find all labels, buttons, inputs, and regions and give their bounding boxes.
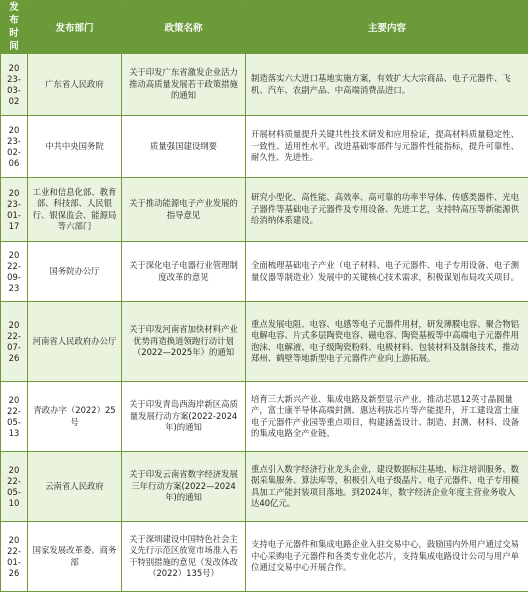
table-row [1, 54, 528, 116]
table-row [1, 522, 528, 592]
cell-dept: 工业和信息化部、教育部、科技部、人民银行、银保监会、能源局等六部门 [28, 178, 122, 242]
header-name: 政策名称 [122, 1, 246, 54]
cell-content: 制造落实六大进口基地实施方案，有效扩大大宗商品、电子元器件、飞机、汽车、农副产品、中高端消费品进口。 [246, 54, 528, 116]
cell-name: 关于印发云南省数字经济发展三年行动方案(2022—2024年)的通知 [122, 452, 246, 522]
cell-time: 2022-05-13 [1, 382, 28, 452]
cell-time: 2022-01-26 [1, 522, 28, 592]
table-row [1, 178, 528, 242]
cell-name: 关于印发河南省加快材料产业优势再造换道领跑行动计划（2022—2025年）的通知 [122, 302, 246, 382]
cell-time: 2022-07-26 [1, 302, 28, 382]
cell-name: 关于推动能源电子产业发展的指导意见 [122, 178, 246, 242]
cell-name: 关于印发广东省激发企业活力推动高质量发展若干政策措施的通知 [122, 54, 246, 116]
cell-dept: 中共中央国务院 [28, 116, 122, 178]
cell-content: 培育三大新兴产业、集成电路及新型显示产业。推动芯恩12英寸晶圆量产，富士康半导体高端封测、惠达利拔芯片等产能提升，开工建设富士康电子元器件产业园等重点项目，构建涵盖设计、制造、封测、材料、设备的集成电路全产业链。 [246, 382, 528, 452]
table-row [1, 302, 528, 382]
cell-dept: 河南省人民政府办公厅 [28, 302, 122, 382]
cell-dept: 国家发展改革委、商务部 [28, 522, 122, 592]
cell-content: 研究小型化、高性能、高效率、高可靠的功率半导体、传感类器件、光电子器件等基础电子元器件及专用设备、先进工艺，支持特高压等新能源供给消纳体系建设。 [246, 178, 528, 242]
cell-time: 2023-01-17 [1, 178, 28, 242]
header-time: 发布时间 [1, 1, 28, 54]
cell-name: 关于印发青岛西海岸新区高质量发展行动方案(2022-2024年)的通知 [122, 382, 246, 452]
cell-dept: 青政办字（2022）25号 [28, 382, 122, 452]
table-row [1, 116, 528, 178]
table-header-row [1, 1, 528, 54]
cell-content: 重点发展电阻、电容、电感等电子元器件用材，研发薄膜电容、聚合物铝电解电容、片式多层陶瓷电容、磁电容、陶瓷基板等中高端电子元器件用泡沫、电解液、电子级陶瓷粉料、电极材料、包装材料及制备技术，推动郑州、鹤壁等地新型电子元器件产业向上游拓展。 [246, 302, 528, 382]
header-content: 主要内容 [246, 1, 528, 54]
cell-time: 2023-02-06 [1, 116, 28, 178]
cell-content: 支持电子元器件和集成电路企业入驻交易中心，鼓励国内外用户通过交易中心采购电子元器件和各类专业化芯片，支持集成电路设计公司与用户单位通过交易中心开展合作。 [246, 522, 528, 592]
header-dept: 发布部门 [28, 1, 122, 54]
cell-content: 开展材料质量提升关键共性技术研发和应用验证，提高材料质量稳定性、一致性、适用性水平。改进基础零部件与元器件性能指标，提升可靠性、耐久性、先进性。 [246, 116, 528, 178]
cell-dept: 国务院办公厅 [28, 242, 122, 302]
cell-time: 2022-05-10 [1, 452, 28, 522]
table-row [1, 452, 528, 522]
cell-time: 2022-09-23 [1, 242, 28, 302]
cell-content: 全面梳理基础电子产业（电子材料、电子元器件、电子专用设备、电子测量仪器等制造业）发展中的关键核心技术需求，积极谋划布局攻关项目。 [246, 242, 528, 302]
cell-name: 关于深化电子电器行业管理制度改革的意见 [122, 242, 246, 302]
cell-dept: 云南省人民政府 [28, 452, 122, 522]
cell-content: 重点引入数字经济行业龙头企业，建设数据标注基地、标注培训服务、数据采集服务、算法库等，积极引入电子级晶片、电子元器件、电子专用模具加工产能封装项目落地。到2024年，数字经济企业年度主营业务收入达40亿元。 [246, 452, 528, 522]
cell-name: 关于深圳建设中国特色社会主义先行示范区放宽市场准入若干特别措施的意见（发改体改（2022）135号） [122, 522, 246, 592]
table-row [1, 382, 528, 452]
cell-time: 2023-03-02 [1, 54, 28, 116]
cell-dept: 广东省人民政府 [28, 54, 122, 116]
cell-name: 质量强国建设纲要 [122, 116, 246, 178]
table-row [1, 242, 528, 302]
